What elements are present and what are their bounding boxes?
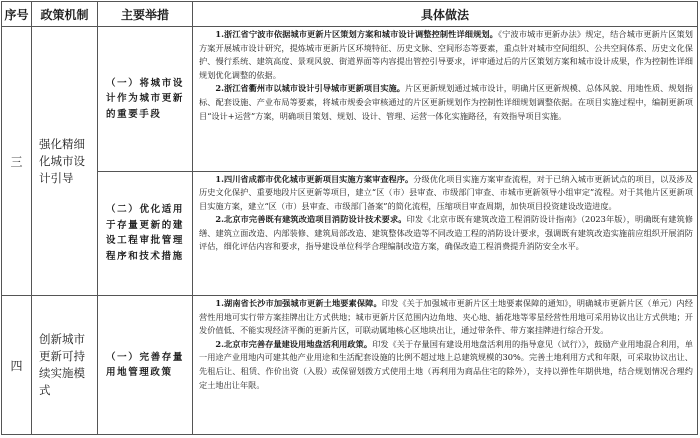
practice-item xyxy=(199,173,693,214)
table-row xyxy=(2,27,698,172)
practice-heading: 2.北京市完善既有建筑改造项目消防设计技术要求。 xyxy=(215,214,407,225)
seq-cell: 四 xyxy=(2,296,32,435)
measure-title: （二）优化适用于存量更新的建设工程审批管理程序和技术措施 xyxy=(106,204,184,262)
practice-body: 片区更新规划通过城市设计，明确片区更新规模、总体风貌、用地性质、规划指标、配套设施、产业布局等要素，将城市规委会审核通过的片区更新规划作为控制性详细规划调整依据。在项目实施过程中，编制更新项目“设计+运营”方案，明确项目策划、规划、设计、管理、运营一体化实施路径，有效指导项目实施。 xyxy=(199,83,693,121)
practice-heading: 1.湖南省长沙市加强城市更新土地要素保障。 xyxy=(215,298,382,308)
practice-cell xyxy=(193,296,698,435)
table-row xyxy=(2,296,698,435)
practice-cell xyxy=(193,171,698,296)
header-practice: 具体做法 xyxy=(193,2,698,27)
header-measures: 主要举措 xyxy=(98,2,193,27)
practice-body: 《宁波市城市更新办法》规定，结合城市更新片区策划方案开展城市设计研究，提炼城市更新片区环境特征、历史文脉、空间形态等要素，重点针对城市空间组织、公共空间体系、历史文化保护、慢行系统、建筑高度、景观风貌、街道界面等内容提出管控引导要求，评审通过后的片区策划方案和城市设计成果，作为控制性详细规划优化调整的依据。 xyxy=(199,29,693,80)
measure-cell xyxy=(98,296,193,435)
measure-cell xyxy=(98,171,193,296)
practice-item xyxy=(199,28,693,82)
practice-item xyxy=(199,213,693,254)
practice-heading: 1.浙江省宁波市依据城市更新片区策划方案和城市设计调整控制性详细规划。 xyxy=(215,29,498,39)
policy-table xyxy=(1,1,698,435)
practice-body: 印发《北京市既有建筑改造工程消防设计指南》（2023年版），明确既有建筑修缮、建筑立面改造、内部装修、建筑局部改造、建筑整体改造等不同改造工程的消防设计要求，强调既有建筑改造实施前应组织开展消防评估，细化评估内容和要求，指导建设单位科学合理编制改造方案，确保改造工程消费提升消防安全水平。 xyxy=(199,214,693,252)
seq-cell: 三 xyxy=(2,27,32,296)
header-row xyxy=(2,2,698,27)
header-mechanism: 政策机制 xyxy=(32,2,98,27)
mechanism-cell: 强化精细化城市设计引导 xyxy=(32,27,98,296)
table-row xyxy=(2,171,698,296)
practice-cell xyxy=(193,27,698,172)
mechanism-cell: 创新城市更新可持续实施模式 xyxy=(32,296,98,435)
measure-title: （一）将城市设计作为城市更新的重要手段 xyxy=(106,77,184,120)
practice-item xyxy=(199,82,693,123)
measure-title: （一）完善存量用地管理政策 xyxy=(106,351,184,378)
practice-body: 分级优化项目实施方案审查流程，对于已纳入城市更新试点的项目，以及涉及历史文化保护、重要地段片区更新等项目，建立“区（市）县审查、市级部门审查、市城市更新领导小组审定”流程。对于其他片区更新项目实施方案，建立“区（市）县审查、市级部门备案”的简化流程，压缩项目审查周期，加快项目投资建设改造进度。 xyxy=(199,173,693,211)
practice-heading: 2.浙江省衢州市以城市设计引导城市更新项目实施。 xyxy=(215,83,406,94)
practice-item xyxy=(199,338,693,392)
practice-heading: 1.四川省成都市优化城市更新项目实施方案审查程序。 xyxy=(215,173,414,184)
measure-cell xyxy=(98,27,193,172)
practice-item xyxy=(199,297,693,338)
practice-body: 印发《关于存量国有建设用地盘活利用的指导意见（试行）》，鼓励产业用地混合利用，单一用途产业用地内可建其他产业用途和生活配套设施的比例不超过地上总建筑规模的30%。完善土地利用方式和年限，可采取协议出让、先租后让、租赁、作价出资（入股）或保留划拨方式使用土地（再利用为商品住宅的除外），支持以弹性年期供地，结合规划情况合理约定土地出让年限。 xyxy=(199,338,693,390)
practice-body: 印发《关于加强城市更新片区土地要素保障的通知》，明确城市更新片区（单元）内经营性用地可实行带方案挂牌出让方式供地；城市更新片区范围内边角地、夹心地、插花地等零星经营性用地可采用协议出让方式供地；开发价值低、不能实现经济平衡的更新片区，可联动属地核心区地块出让，通过带条件、带方案挂牌进行综合开发。 xyxy=(199,298,693,336)
header-seq: 序号 xyxy=(2,2,32,27)
practice-heading: 2.北京市完善存量建设用地盘活利用政策。 xyxy=(215,338,373,349)
